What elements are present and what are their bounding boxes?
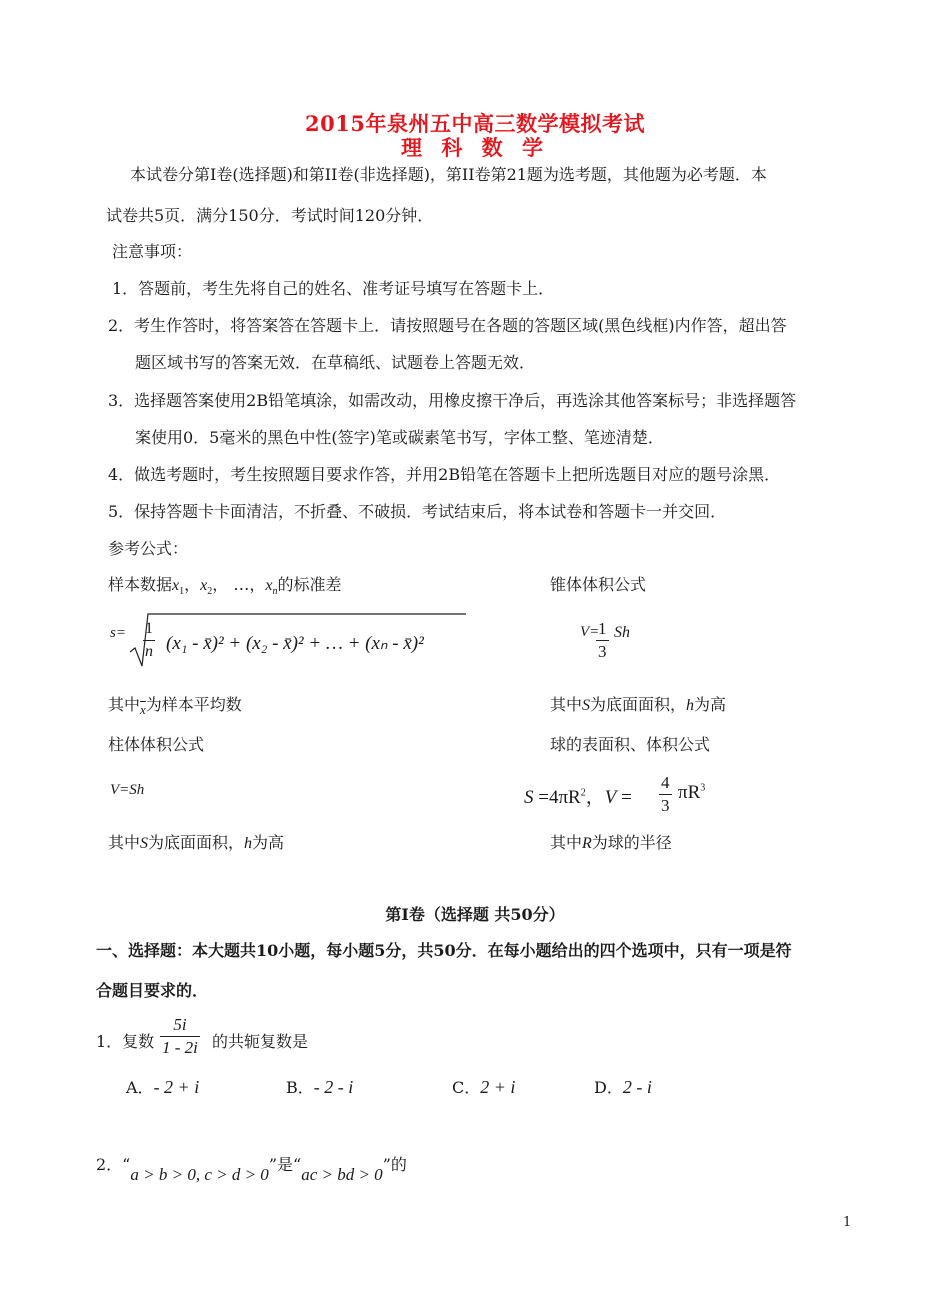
mean-note: 其中$_{\overline{x}}$为样本平均数	[108, 695, 242, 717]
option-c: C．2 + i	[452, 1077, 516, 1097]
cylinder-where: 其中S为底面面积，h为高	[108, 833, 285, 852]
sphere-where: 其中R为球的半径	[550, 833, 672, 852]
note-item: 3．选择题答案使用2B铅笔填涂，如需改动，用橡皮擦干净后，再选涂其他答案标号；非选择题答	[108, 391, 797, 410]
note-item: 4．做选考题时，考生按照题目要求作答，并用2B铅笔在答题卡上把所选题目对应的题号涂黑．	[108, 465, 781, 484]
section-instruction-2: 合题目要求的．	[96, 981, 209, 1000]
sphere-fraction: $\frac{4}{3}$	[661, 773, 670, 815]
page-subtitle: 理 科 数 学	[401, 135, 549, 160]
note-item: 5．保持答题卡卡面清洁，不折叠、不破损．考试结束后，将本试卷和答题卡一并交回．	[108, 502, 727, 521]
sphere-formula-tail: $\pi R^3$	[678, 782, 706, 803]
std-formula-inner: (x₁ - x̄)² + (x₂ - x̄)² + … + (xₙ - x̄)²	[166, 633, 424, 654]
std-formula-s: s=	[110, 625, 126, 641]
option-b: B．- 2 - i	[286, 1077, 354, 1097]
section-instruction-1: 一、选择题：本大题共10小题，每小题5分，共50分．在每小题给出的四个选项中，只有一项是符	[96, 941, 792, 960]
question-2: 2．“a > b > 0, c > d > 0”是“ac > bd > 0”的	[96, 1155, 407, 1184]
note-item: 案使用0．5毫米的黑色中性(签字)笔或碳素笔书写，字体工整、笔迹清楚．	[135, 428, 664, 447]
cylinder-title: 柱体体积公式	[108, 735, 205, 754]
page-number: 1	[843, 1215, 852, 1230]
cone-formula-sh: Sh	[614, 624, 630, 641]
formulas-heading: 参考公式：	[108, 539, 189, 558]
intro-line-2: 试卷共5页．满分150分．考试时间120分钟．	[106, 206, 434, 225]
cone-formula-v: V=	[580, 624, 600, 640]
cone-where: 其中S为底面面积，h为高	[550, 695, 727, 714]
section-title: 第Ⅰ卷（选择题 共50分）	[385, 905, 565, 924]
cylinder-formula: V=Sh	[110, 782, 145, 798]
std-formula-fraction: $\frac{1}{n}$	[145, 620, 153, 660]
cone-formula-fraction: $\frac{1}{3}$	[598, 619, 607, 661]
sphere-title: 球的表面积、体积公式	[550, 735, 711, 754]
question-1-prefix: 1．复数	[96, 1032, 155, 1051]
question-1-suffix: 的共轭复数是	[212, 1032, 309, 1051]
page-title: 2015年泉州五中高三数学模拟考试	[305, 111, 645, 136]
option-a: A．- 2 + i	[126, 1077, 200, 1097]
note-item: 1．答题前，考生先将自己的姓名、准考证号填写在答题卡上．	[112, 279, 555, 298]
option-d: D．2 - i	[594, 1077, 652, 1097]
cone-title: 锥体体积公式	[550, 575, 647, 594]
note-item: 2．考生作答时，将答案答在答题卡上．请按照题号在各题的答题区域(黑色线框)内作答，超出答	[108, 316, 787, 335]
intro-line-1: 本试卷分第I卷(选择题)和第II卷(非选择题)，第II卷第21题为选考题，其他题为必考题．本	[130, 165, 767, 184]
sphere-formula: $S =4\pi R^2$，V =	[524, 787, 632, 808]
notes-heading: 注意事项：	[112, 242, 193, 261]
std-dev-label: 样本数据$x_1$，$x_2$， …，$x_n$的标准差	[108, 575, 342, 598]
note-item: 题区域书写的答案无效．在草稿纸、试题卷上答题无效．	[135, 353, 536, 372]
question-1-fraction: $\frac{5i}{1 - 2i}$	[162, 1015, 198, 1057]
